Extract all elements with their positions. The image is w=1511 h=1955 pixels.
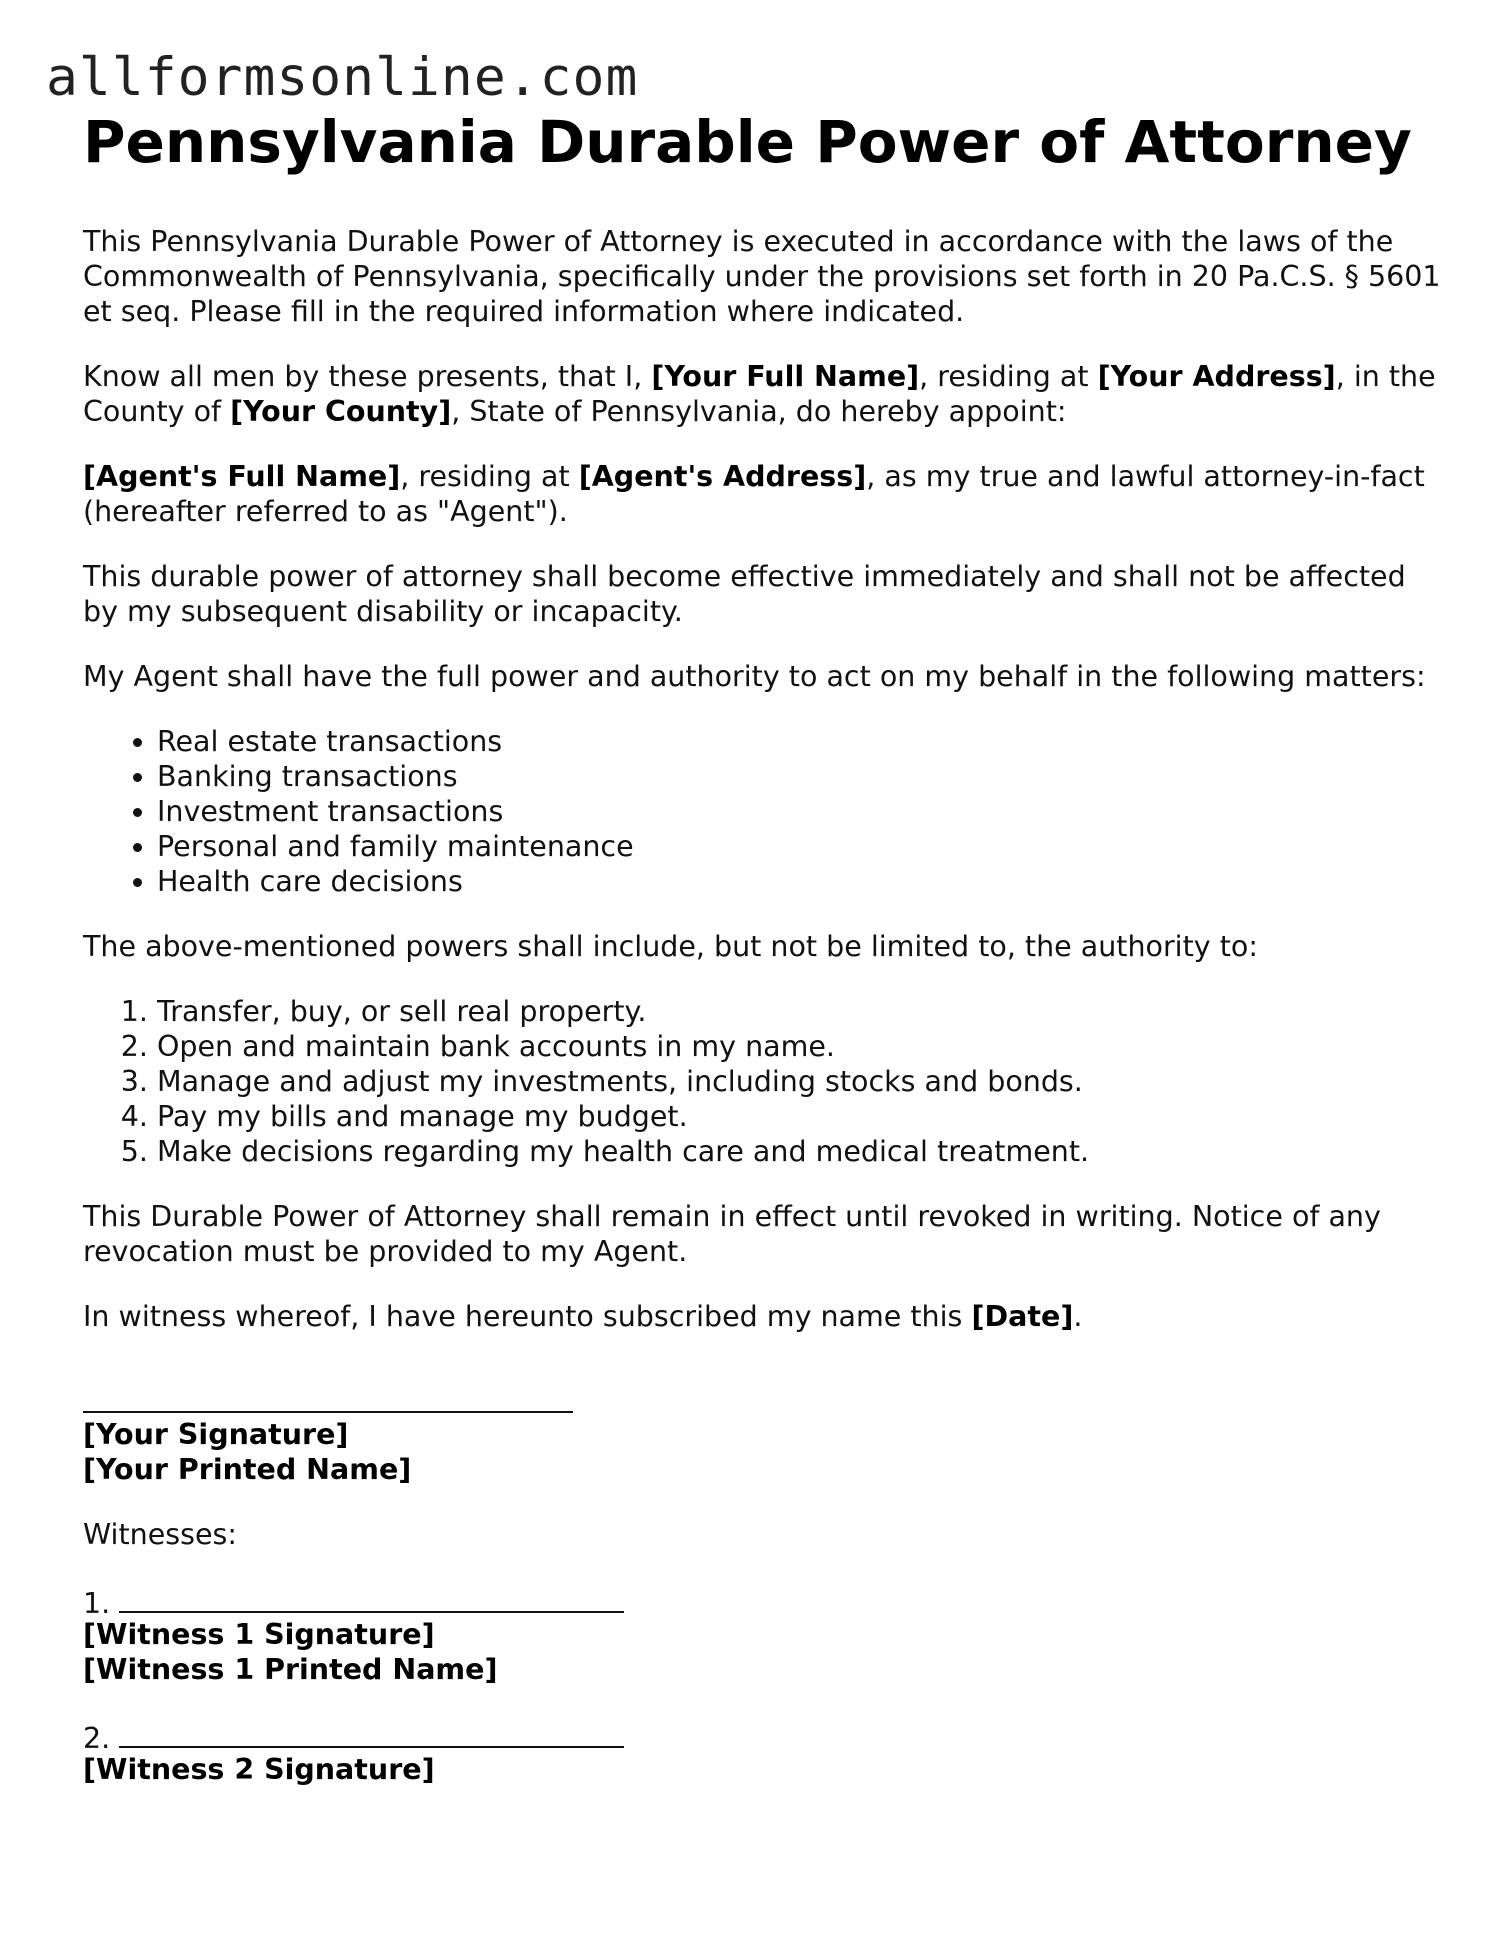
witness-1-line-row — [83, 1582, 1443, 1620]
witness-2-block — [83, 1717, 1443, 1787]
principal-signature-block — [83, 1382, 1443, 1487]
powers-list — [83, 724, 1443, 899]
effective-paragraph: This durable power of attorney shall become effective immediately and shall not be affected by my subsequent disability or incapacity. — [83, 560, 1406, 628]
witnesses-label: Witnesses: — [83, 1518, 237, 1551]
witness-2-number: 2. — [83, 1722, 111, 1755]
principal-signature-label: [Your Signature] — [83, 1418, 349, 1451]
appointment-text-3: , in the County of — [83, 360, 1436, 428]
principal-signature-line[interactable] — [83, 1382, 573, 1413]
witness-1-printed-name-label: [Witness 1 Printed Name] — [83, 1653, 498, 1686]
document-body — [83, 108, 1443, 1817]
authority-item: 3. Manage and adjust my investments, including stocks and bonds. — [157, 1064, 1443, 1099]
power-item: • Investment transactions — [157, 794, 1443, 829]
power-item: • Personal and family maintenance — [157, 829, 1443, 864]
witness-2-signature-line[interactable] — [119, 1717, 624, 1748]
witness-clause-text-1: In witness whereof, I have hereunto subscribed my name this — [83, 1300, 972, 1333]
witness-1-signature-line[interactable] — [119, 1582, 624, 1613]
witness-1-number: 1. — [83, 1587, 111, 1620]
appointment-text-4: , State of Pennsylvania, do hereby appoint: — [451, 395, 1067, 428]
power-item: • Real estate transactions — [157, 724, 1443, 759]
site-watermark: allformsonline.com — [46, 47, 639, 108]
appointment-text-1: Know all men by these presents, that I, — [83, 360, 652, 393]
agent-text-2: , as my true and lawful attorney-in-fact (hereafter referred to as "Agent"). — [83, 460, 1425, 528]
power-item: • Banking transactions — [157, 759, 1443, 794]
witness-clause-paragraph — [83, 1299, 1443, 1334]
agent-address-placeholder: [Agent's Address] — [578, 460, 867, 493]
powers-intro-paragraph: My Agent shall have the full power and authority to act on my behalf in the following matters: — [83, 660, 1426, 693]
principal-printed-name-label: [Your Printed Name] — [83, 1453, 412, 1486]
witness-1-signature-label: [Witness 1 Signature] — [83, 1618, 435, 1651]
principal-county-placeholder: [Your County] — [230, 395, 452, 428]
authority-item: 5. Make decisions regarding my health care and medical treatment. — [157, 1134, 1443, 1169]
witness-2-line-row — [83, 1717, 1443, 1755]
authority-item: 2. Open and maintain bank accounts in my name. — [157, 1029, 1443, 1064]
agent-text-1: , residing at — [400, 460, 579, 493]
power-item: • Health care decisions — [157, 864, 1443, 899]
intro-paragraph: This Pennsylvania Durable Power of Attorney is executed in accordance with the laws of the Commonwealth of Pennsylvania, specifically under the provisions set forth in 20 Pa.C.S. § 5601 et seq. Please fill in the required information where indicated. — [83, 225, 1441, 328]
document-title: Pennsylvania Durable Power of Attorney — [83, 108, 1412, 176]
authorities-list — [83, 994, 1443, 1169]
principal-signature-line-row — [83, 1382, 1443, 1417]
agent-name-placeholder: [Agent's Full Name] — [83, 460, 401, 493]
appointment-paragraph — [83, 359, 1443, 429]
authority-item: 1. Transfer, buy, or sell real property. — [157, 994, 1443, 1029]
witness-1-block — [83, 1582, 1443, 1687]
revocation-paragraph: This Durable Power of Attorney shall remain in effect until revoked in writing. Notice of any revocation must be provided to my Agent. — [83, 1200, 1381, 1268]
agent-paragraph — [83, 459, 1443, 529]
authority-item: 4. Pay my bills and manage my budget. — [157, 1099, 1443, 1134]
principal-name-placeholder: [Your Full Name] — [651, 360, 920, 393]
principal-address-placeholder: [Your Address] — [1097, 360, 1336, 393]
appointment-text-2: , residing at — [919, 360, 1098, 393]
witness-2-signature-label: [Witness 2 Signature] — [83, 1753, 435, 1786]
witness-clause-text-2: . — [1073, 1300, 1083, 1333]
authority-intro-paragraph: The above-mentioned powers shall include, but not be limited to, the authority to: — [83, 930, 1258, 963]
date-placeholder: [Date] — [971, 1300, 1074, 1333]
